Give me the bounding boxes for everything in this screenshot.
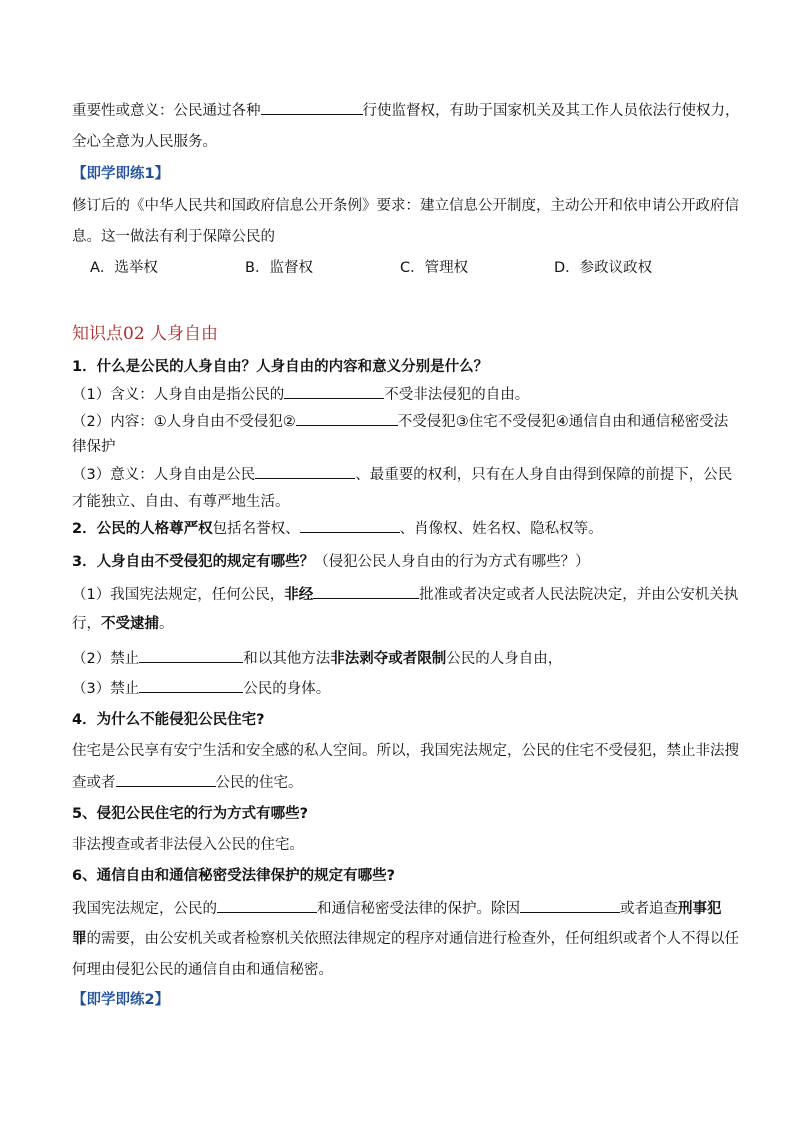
fill-blank bbox=[261, 100, 363, 115]
q6-answer-3: 何理由侵犯公民的通信自由和通信秘密。 bbox=[72, 962, 333, 978]
fill-blank bbox=[284, 384, 384, 399]
fill-blank bbox=[139, 678, 243, 693]
fill-blank bbox=[139, 648, 243, 663]
question-2: 2．公民的人格尊严权包括名誉权、 、肖像权、姓名权、隐私权等。 bbox=[72, 518, 603, 539]
fill-blank bbox=[217, 898, 317, 913]
option-d: D．参政议政权 bbox=[554, 260, 653, 276]
practice1-question-line-2: 息。这一做法有利于保障公民的 bbox=[72, 229, 275, 245]
question-5-title: 5、侵犯公民住宅的行为方式有哪些? bbox=[72, 806, 308, 822]
q6-answer-1: 我国宪法规定，公民的 和通信秘密受法律的保护。除因 或者追查刑事犯 bbox=[72, 898, 722, 919]
q4-answer-1: 住宅是公民享有安宁生活和安全感的私人空间。所以，我国宪法规定，公民的住宅不受侵犯，禁止非法搜 bbox=[72, 743, 739, 759]
fill-blank bbox=[313, 584, 419, 599]
q1-answer-2-cont: 律保护 bbox=[72, 439, 116, 455]
option-a: A．选举权 bbox=[90, 260, 158, 276]
fill-blank bbox=[520, 898, 620, 913]
fill-blank bbox=[255, 464, 355, 479]
significance-line-1: 重要性或意义：公民通过各种 行使监督权，有助于国家机关及其工作人员依法行使权力， bbox=[72, 100, 740, 121]
fill-blank bbox=[300, 518, 400, 533]
section-heading: 知识点02 人身自由 bbox=[72, 324, 219, 344]
option-b: B．监督权 bbox=[245, 260, 313, 276]
practice-label-2: 【即学即练2】 bbox=[72, 992, 170, 1008]
q4-answer-2: 查或者 公民的住宅。 bbox=[72, 772, 303, 793]
q3-answer-1: （1）我国宪法规定，任何公民，非经 批准或者决定或者人民法院决定，并由公安机关执 bbox=[72, 584, 738, 605]
practice1-question-line-1: 修订后的《中华人民共和国政府信息公开条例》要求：建立信息公开制度，主动公开和依申请公开政府信 bbox=[72, 198, 739, 214]
q6-answer-2: 罪的需要，由公安机关或者检察机关依照法律规定的程序对通信进行检查外，任何组织或者个人不得以任 bbox=[72, 931, 739, 947]
q1-answer-3: （3）意义：人身自由是公民 、最重要的权利，只有在人身自由得到保障的前提下，公民 bbox=[72, 464, 732, 485]
q5-answer: 非法搜查或者非法侵入公民的住宅。 bbox=[72, 837, 304, 853]
q1-answer-1: （1）含义：人身自由是指公民的 不受非法侵犯的自由。 bbox=[72, 384, 529, 405]
fill-blank bbox=[116, 772, 216, 787]
q1-answer-3-cont: 才能独立、自由、有尊严地生活。 bbox=[72, 494, 290, 510]
q3-answer-3: （3）禁止 公民的身体。 bbox=[72, 678, 330, 699]
question-6-title: 6、通信自由和通信秘密受法律保护的规定有哪些? bbox=[72, 868, 395, 884]
significance-line-2: 全心全意为人民服务。 bbox=[72, 134, 217, 150]
fill-blank bbox=[296, 411, 398, 426]
q3-answer-1-cont: 行，不受逮捕。 bbox=[72, 616, 174, 632]
question-4-title: 4．为什么不能侵犯公民住宅? bbox=[72, 712, 265, 728]
q1-answer-2: （2）内容：①人身自由不受侵犯② 不受侵犯③住宅不受侵犯④通信自由和通信秘密受法 bbox=[72, 411, 728, 432]
practice-label-1: 【即学即练1】 bbox=[72, 166, 170, 182]
q3-answer-2: （2）禁止 和以其他方法非法剥夺或者限制公民的人身自由， bbox=[72, 648, 562, 669]
question-1-title: 1．什么是公民的人身自由？人身自由的内容和意义分别是什么？ bbox=[72, 359, 489, 375]
option-c: C．管理权 bbox=[400, 260, 469, 276]
question-3-title: 3．人身自由不受侵犯的规定有哪些？（侵犯公民人身自由的行为方式有哪些？） bbox=[72, 554, 590, 570]
